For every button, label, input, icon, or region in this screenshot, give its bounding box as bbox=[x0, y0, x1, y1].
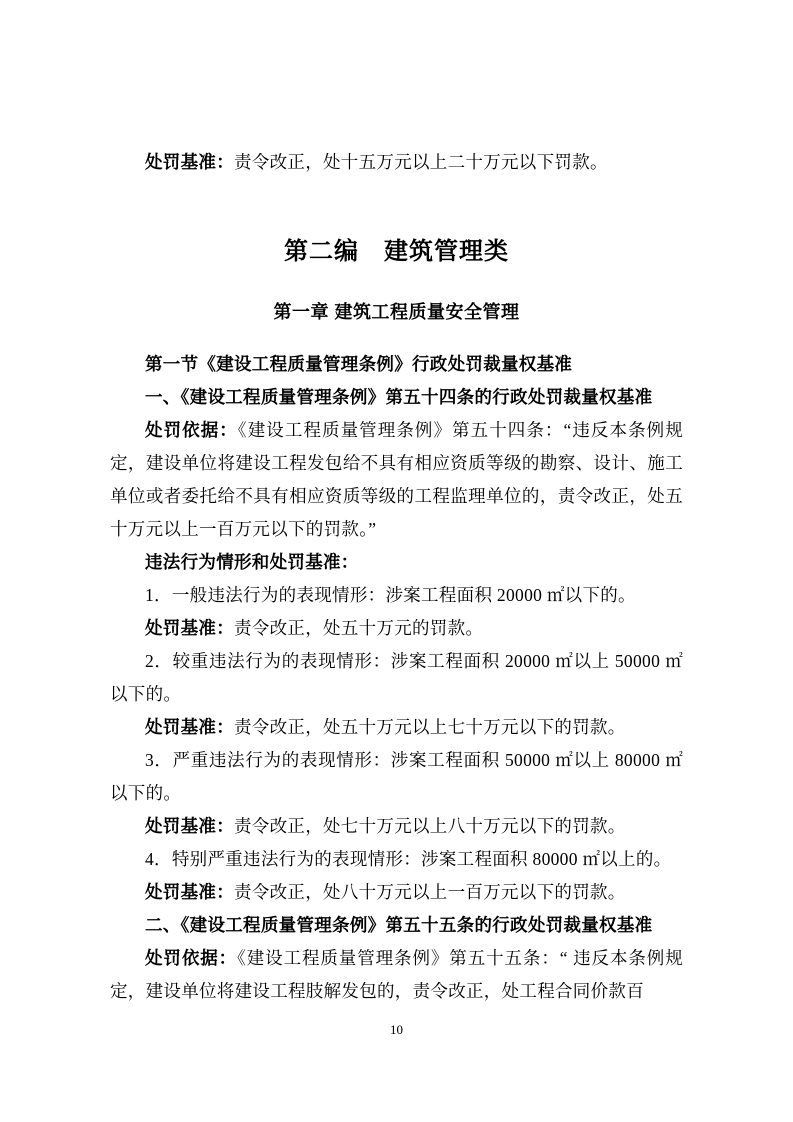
text-run: 责令改正，处十五万元以上二十万元以下罚款。 bbox=[234, 152, 608, 172]
paragraph bbox=[110, 645, 683, 711]
paragraph bbox=[110, 744, 683, 810]
bold-text-run: 处罚基准： bbox=[145, 816, 234, 836]
bold-text-run: 二、《建设工程质量管理条例》第五十五条的行政处罚裁量权基准 bbox=[145, 915, 653, 935]
paragraph bbox=[110, 546, 683, 579]
paragraph bbox=[110, 414, 683, 546]
paragraph bbox=[110, 909, 683, 942]
text-run: 《建设工程质量管理条例》第五十五条：“ 违反本条例规定，建设单位将建设工程肢解发包的，责令改正，处工程合同价款百 bbox=[110, 948, 683, 1001]
chapter-heading bbox=[110, 298, 683, 326]
bold-text-run: 第二编 建筑管理类 bbox=[284, 238, 509, 265]
page-number: 10 bbox=[390, 1022, 403, 1037]
paragraph bbox=[110, 579, 683, 612]
bold-text-run: 处罚基准： bbox=[145, 618, 234, 638]
paragraph bbox=[110, 810, 683, 843]
part-heading bbox=[110, 234, 683, 270]
bold-text-run: 处罚基准： bbox=[145, 717, 234, 737]
bold-text-run: 第一节《建设工程质量管理条例》行政处罚裁量权基准 bbox=[145, 354, 573, 374]
paragraph bbox=[110, 381, 683, 414]
bold-text-run: 一、《建设工程质量管理条例》第五十四条的行政处罚裁量权基准 bbox=[145, 387, 653, 407]
text-run: 2．较重违法行为的表现情形：涉案工程面积 20000 ㎡以上 50000 ㎡以下的。 bbox=[110, 651, 683, 704]
bold-text-run: 处罚依据： bbox=[145, 420, 238, 440]
paragraph bbox=[110, 876, 683, 909]
paragraph bbox=[110, 146, 683, 179]
document-body bbox=[110, 146, 683, 1008]
text-run: 3．严重违法行为的表现情形：涉案工程面积 50000 ㎡以上 80000 ㎡以下的。 bbox=[110, 750, 683, 803]
text-run: 责令改正，处八十万元以上一百万元以下的罚款。 bbox=[234, 882, 626, 902]
text-run: 责令改正，处五十万元以上七十万元以下的罚款。 bbox=[234, 717, 626, 737]
paragraph bbox=[110, 843, 683, 876]
bold-text-run: 第一章 建筑工程质量安全管理 bbox=[273, 302, 520, 322]
text-run: 责令改正，处七十万元以上八十万元以下的罚款。 bbox=[234, 816, 626, 836]
text-run: 1．一般违法行为的表现情形：涉案工程面积 20000 ㎡以下的。 bbox=[145, 585, 636, 605]
bold-text-run: 处罚依据： bbox=[145, 948, 238, 968]
paragraph bbox=[110, 348, 683, 381]
bold-text-run: 违法行为情形和处罚基准： bbox=[145, 552, 359, 572]
bold-text-run: 处罚基准： bbox=[145, 882, 234, 902]
paragraph bbox=[110, 711, 683, 744]
bold-text-run: 处罚基准： bbox=[145, 152, 234, 172]
text-run: 责令改正，处五十万元的罚款。 bbox=[234, 618, 484, 638]
text-run: 《建设工程质量管理条例》第五十四条：“违反本条例规定，建设单位将建设工程发包给不具有相应资质等级的勘察、设计、施工单位或者委托给不具有相应资质等级的工程监理单位的，责令改正，处五十万元以上一百万元以下的罚款。” bbox=[110, 420, 684, 539]
text-run: 4．特别严重违法行为的表现情形：涉案工程面积 80000 ㎡以上的。 bbox=[145, 849, 672, 869]
paragraph bbox=[110, 612, 683, 645]
paragraph bbox=[110, 942, 683, 1008]
